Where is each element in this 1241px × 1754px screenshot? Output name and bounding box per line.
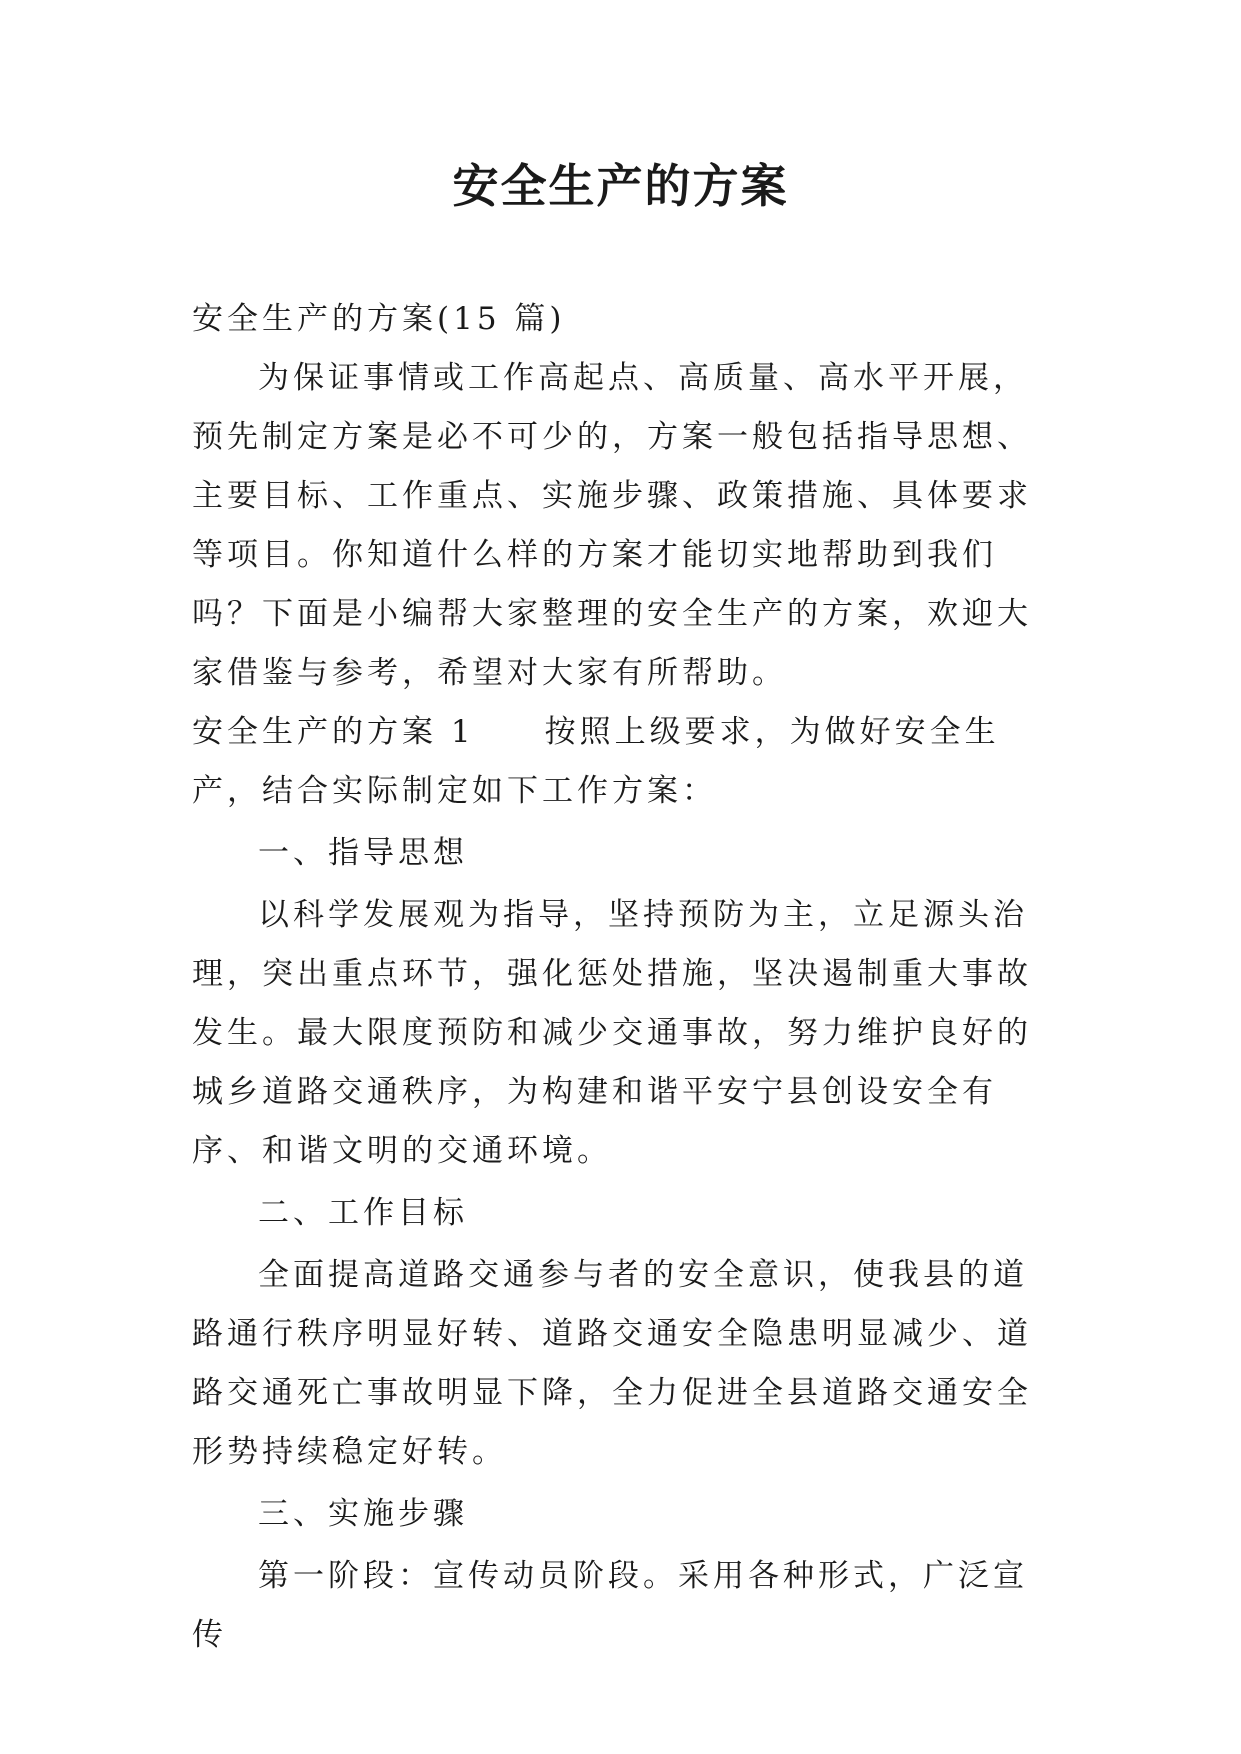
document-title: 安全生产的方案	[452, 159, 789, 213]
stage-one-paragraph: 第一阶段：宣传动员阶段。采用各种形式，广泛宣传	[192, 1558, 1028, 1653]
work-goals-paragraph: 全面提高道路交通参与者的安全意识，使我县的道路通行秩序明显好转、道路交通安全隐患明显减少、道路交通死亡事故明显下降，全力促进全县道路交通安全形势持续稳定好转。	[192, 1257, 1032, 1470]
intro-paragraph: 为保证事情或工作高起点、高质量、高水平开展，预先制定方案是必不可少的，方案一般包括指导思想、主要目标、工作重点、实施步骤、政策措施、具体要求等项目。你知道什么样的方案才能切实地帮助到我们吗？下面是小编帮大家整理的安全生产的方案，欢迎大家借鉴与参考，希望对大家有所帮助。	[192, 360, 1032, 691]
plan-1-paragraph: 安全生产的方案 1 按照上级要求，为做好安全生产，结合实际制定如下工作方案：	[192, 714, 1000, 809]
subtitle-paragraph: 安全生产的方案(15 篇)	[192, 301, 566, 337]
section-heading-guiding-thought: 一、指导思想	[258, 835, 468, 871]
section-heading-work-goals: 二、工作目标	[258, 1195, 468, 1231]
guiding-thought-paragraph: 以科学发展观为指导，坚持预防为主，立足源头治理，突出重点环节，强化惩处措施，坚决遏制重大事故发生。最大限度预防和减少交通事故，努力维护良好的城乡道路交通秩序，为构建和谐平安宁县创设安全有序、和谐文明的交通环境。	[192, 897, 1032, 1169]
document-body	[192, 290, 1052, 1665]
section-heading-implementation-steps: 三、实施步骤	[258, 1496, 468, 1532]
